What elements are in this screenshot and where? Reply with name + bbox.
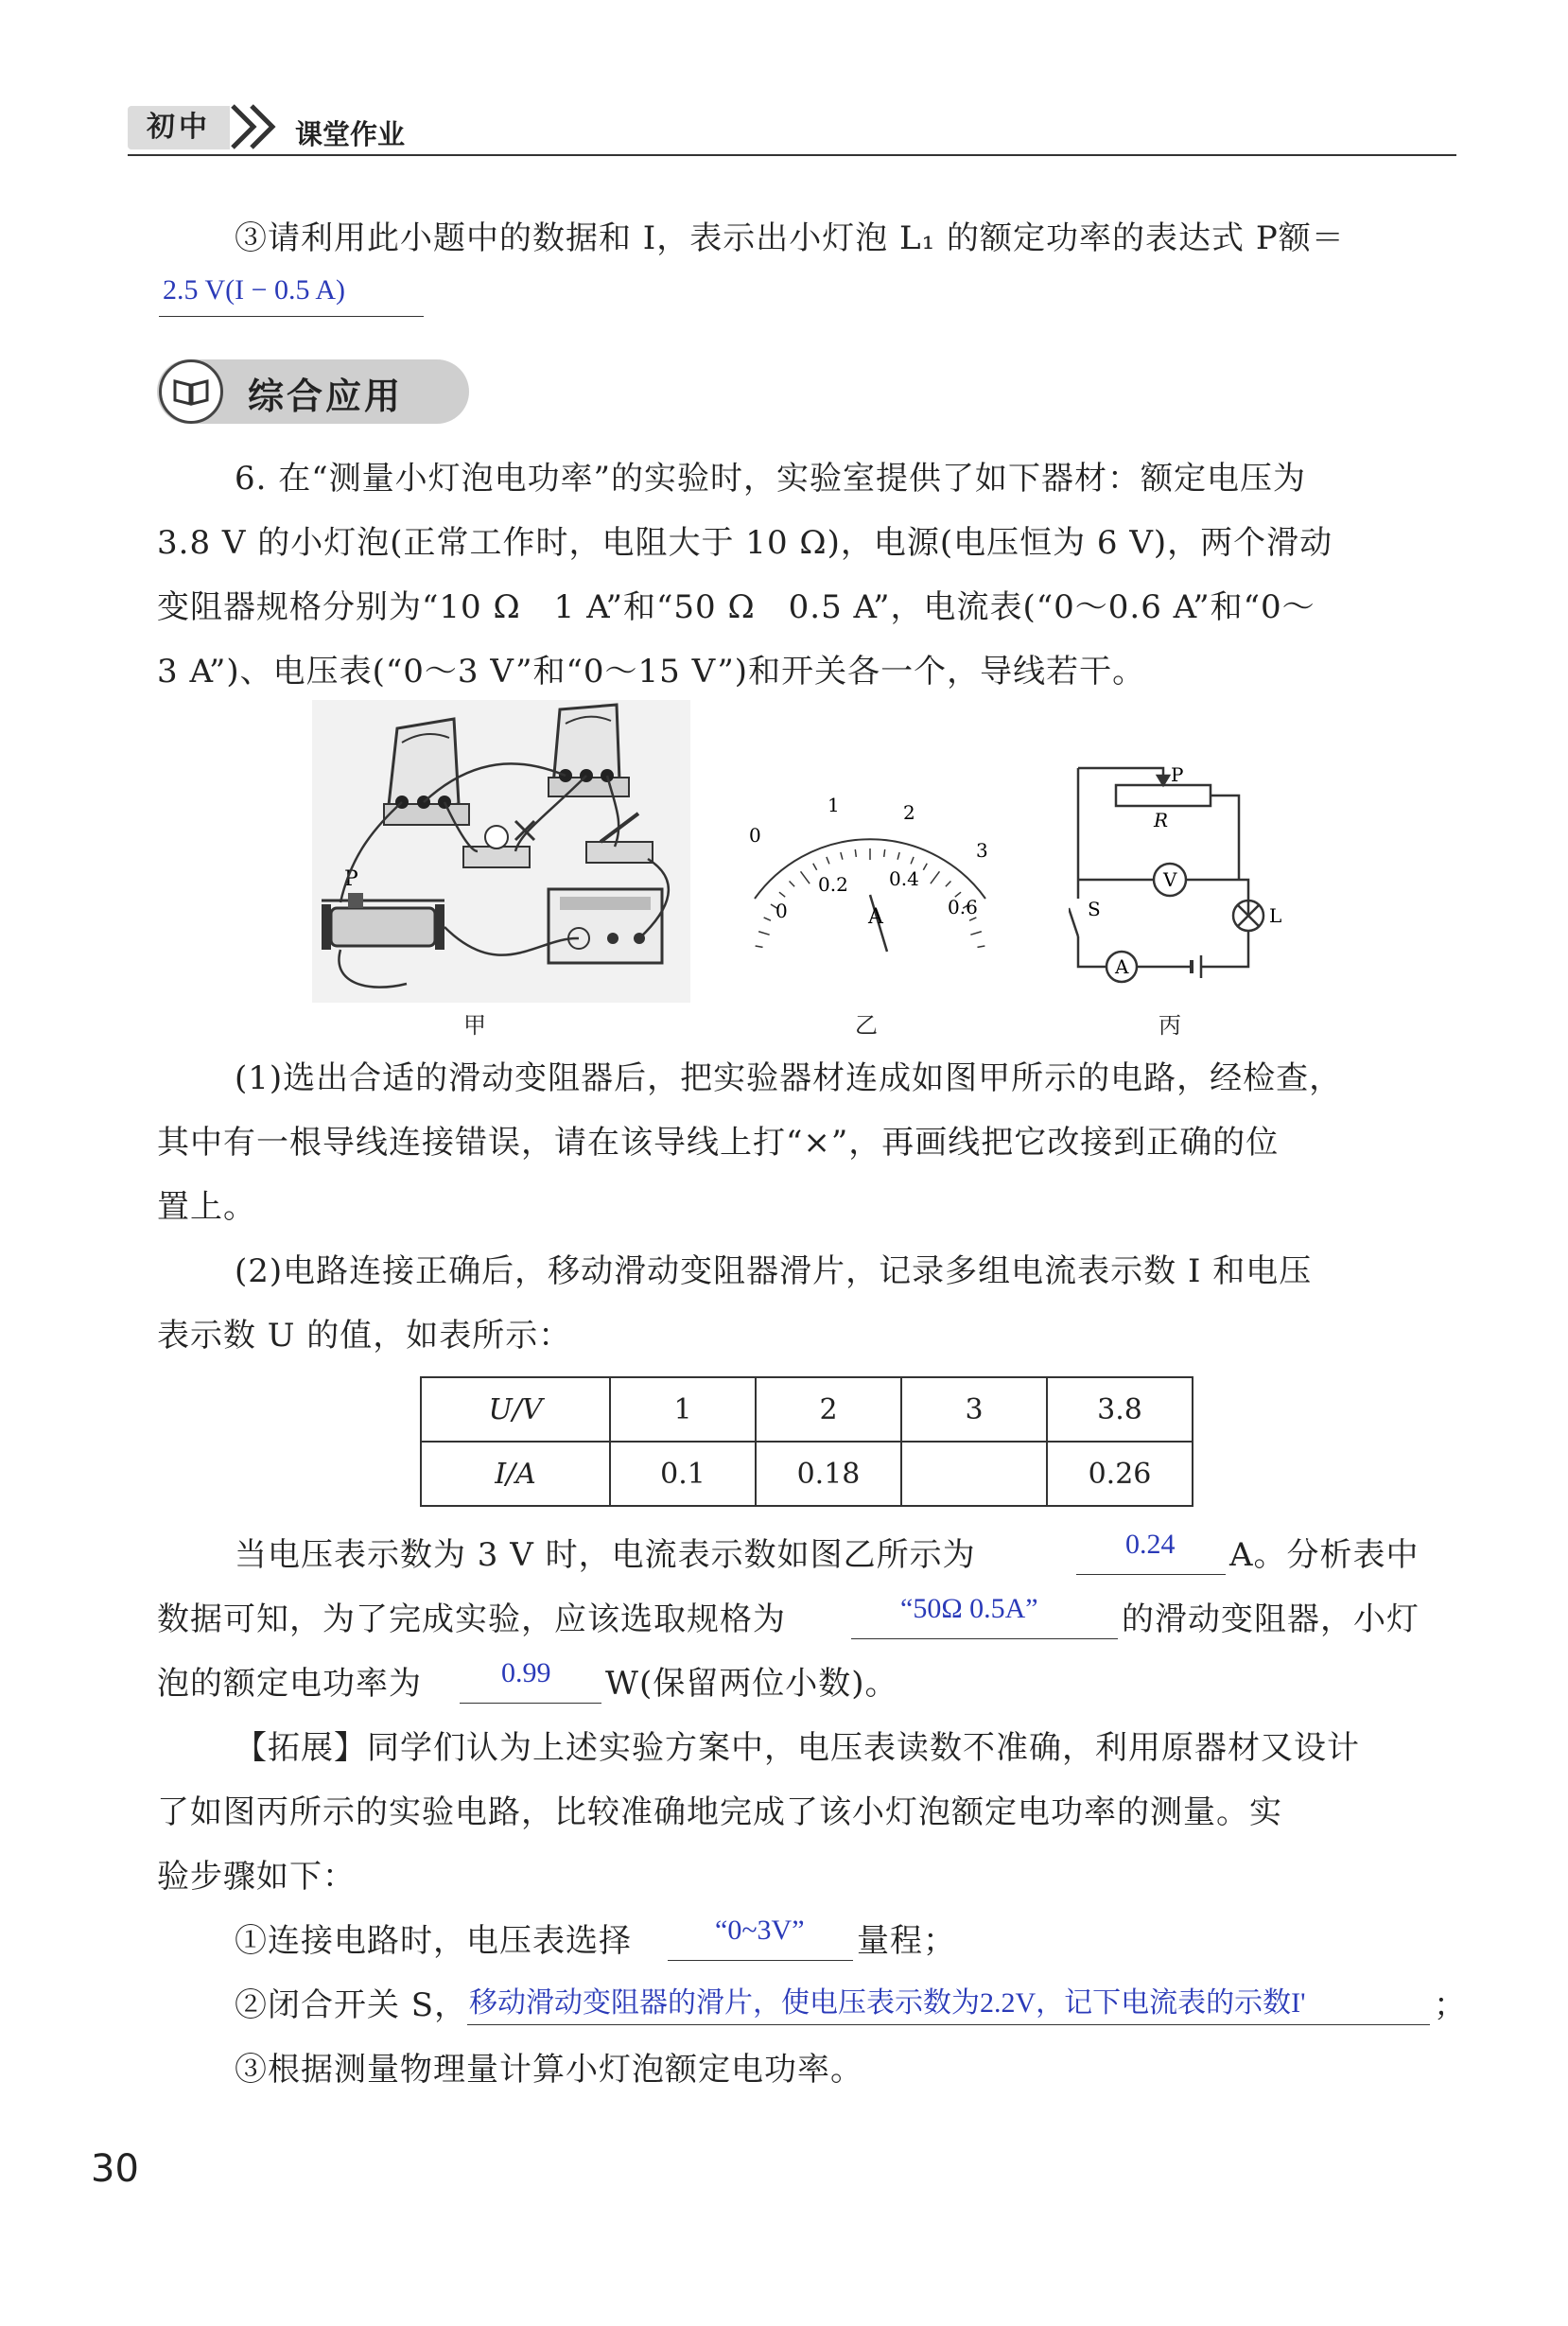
diagram-label: V xyxy=(1163,868,1177,891)
dial-tick xyxy=(779,892,785,897)
q5-part3-text: ③请利用此小题中的数据和 I，表示出小灯泡 L₁ 的额定功率的表达式 P额＝ xyxy=(235,219,1345,257)
analysis-text: A。分析表中 xyxy=(1229,1536,1420,1574)
bottom-scale-label: 0.2 xyxy=(818,873,848,896)
dial-tick xyxy=(931,871,940,883)
analysis-text: 的滑动变阻器，小灯 xyxy=(1122,1600,1420,1638)
power-supply-device xyxy=(549,889,662,963)
diagram-label: A xyxy=(1115,955,1129,978)
header-title: 课堂作业 xyxy=(295,118,406,150)
chevron-double-icon xyxy=(227,100,284,153)
answer-blank xyxy=(668,1960,853,1961)
answer-step2: 移动滑动变阻器的滑片，使电压表示数为2.2V，记下电流表的示数I' xyxy=(469,1987,1306,2019)
analysis-text: 泡的额定电功率为 xyxy=(157,1665,422,1703)
dial-tick xyxy=(970,932,981,935)
answer-voltmeter-range: “0~3V” xyxy=(715,1915,805,1946)
part1-line: (1)选出合适的滑动变阻器后，把实验器材连成如图甲所示的电路，经检查， xyxy=(235,1059,1343,1097)
step1-text: 量程； xyxy=(857,1922,956,1960)
dial-tick xyxy=(946,882,951,887)
top-scale-label: 1 xyxy=(828,794,840,816)
dial-tick xyxy=(977,946,984,947)
dial-tick xyxy=(764,918,771,920)
diagram-label: S xyxy=(1088,898,1101,920)
dial-tick xyxy=(841,852,843,860)
dial-tick xyxy=(801,871,810,883)
dial-tick xyxy=(790,882,795,887)
q6-line: 6. 在“测量小灯泡电功率”的实验时，实验室提供了如下器材：额定电压为 xyxy=(235,460,1307,498)
voltmeter-device xyxy=(549,705,629,796)
q5-part3-answer: 2.5 V(I − 0.5 A) xyxy=(163,274,346,306)
answer-blank xyxy=(467,2024,1430,2025)
figure-jia-circuit xyxy=(312,700,690,1003)
figure-yi-ammeter-dial xyxy=(738,785,1012,955)
top-scale-label: 0 xyxy=(749,824,761,847)
dial-tick xyxy=(813,864,817,870)
section-title: 综合应用 xyxy=(248,376,404,417)
step2-text: ； xyxy=(1434,1986,1467,2024)
answer-current: 0.24 xyxy=(1125,1529,1176,1560)
bottom-scale-label: 0.6 xyxy=(948,896,978,918)
dial-tick xyxy=(923,864,927,870)
analysis-text: 数据可知，为了完成实验，应该选取规格为 xyxy=(157,1600,786,1638)
table-cell: 3 xyxy=(901,1377,1047,1442)
page-number: 30 xyxy=(91,2147,139,2191)
table-cell: 3.8 xyxy=(1047,1377,1193,1442)
dial-tick xyxy=(855,849,856,857)
part2-line: 表示数 U 的值，如表所示： xyxy=(157,1317,572,1355)
step2-text: ②闭合开关 S， xyxy=(235,1986,468,2024)
header-divider xyxy=(128,154,1456,156)
part1-line: 置上。 xyxy=(157,1188,256,1226)
figure-bing-circuit-diagram xyxy=(1069,757,1305,984)
q6-line: 3.8 V 的小灯泡(正常工作时，电阻大于 10 Ω)，电源(电压恒为 6 V)，两个滑动 xyxy=(157,524,1333,562)
table-cell: 0.1 xyxy=(610,1442,756,1506)
table-cell: U/V xyxy=(421,1377,610,1442)
diagram-label: P xyxy=(1171,763,1184,786)
extend-line: 【拓展】同学们认为上述实验方案中，电压表读数不准确，利用原器材又设计 xyxy=(235,1729,1360,1767)
dial-unit: A xyxy=(868,905,883,929)
table-cell: 0.26 xyxy=(1047,1442,1193,1506)
analysis-text: 当电压表示数为 3 V 时，电流表示数如图乙所示为 xyxy=(235,1536,976,1574)
q6-line: 3 A”)、电压表(“0～3 V”和“0～15 V”)和开关各一个，导线若干。 xyxy=(157,653,1146,691)
bottom-scale-label: 0 xyxy=(775,900,788,922)
figure-bing-caption: 丙 xyxy=(1159,1012,1181,1039)
extend-line: 了如图丙所示的实验电路，比较准确地完成了该小灯泡额定电功率的测量。实 xyxy=(157,1793,1282,1831)
header-level-tag: 初中 xyxy=(128,106,230,149)
answer-rated-power: 0.99 xyxy=(501,1657,551,1688)
dial-tick xyxy=(884,849,885,857)
table-cell xyxy=(901,1442,1047,1506)
table-row xyxy=(421,1442,1193,1506)
table-cell: 1 xyxy=(610,1377,756,1442)
table-cell: I/A xyxy=(421,1442,610,1506)
diagram-label: R xyxy=(1154,809,1169,831)
slider-label: P xyxy=(344,867,358,891)
bottom-scale-label: 0.4 xyxy=(889,867,919,890)
top-scale-label: 3 xyxy=(976,839,988,862)
data-table xyxy=(420,1376,1193,1507)
table-cell: 0.18 xyxy=(756,1442,901,1506)
table-cell: 2 xyxy=(756,1377,901,1442)
dial-tick xyxy=(911,857,914,864)
step3-text: ③根据测量物理量计算小灯泡额定电功率。 xyxy=(235,2051,863,2089)
dial-tick xyxy=(897,852,899,860)
book-icon xyxy=(159,359,223,424)
dial-tick xyxy=(756,946,763,947)
figure-yi-caption: 乙 xyxy=(855,1012,878,1039)
top-scale-label: 2 xyxy=(903,801,915,824)
answer-blank xyxy=(851,1638,1118,1639)
dial-tick xyxy=(758,932,769,935)
answer-blank xyxy=(1076,1574,1226,1575)
q6-line: 变阻器规格分别为“10 Ω 1 A”和“50 Ω 0.5 A”，电流表(“0～0.6 A”和“0～ xyxy=(157,588,1315,626)
step1-text: ①连接电路时，电压表选择 xyxy=(235,1922,632,1960)
answer-blank xyxy=(159,316,424,317)
part2-line: (2)电路连接正确后，移动滑动变阻器滑片，记录多组电流表示数 I 和电压 xyxy=(235,1252,1313,1290)
answer-blank xyxy=(460,1703,601,1704)
analysis-text: W(保留两位小数)。 xyxy=(605,1665,898,1703)
dial-tick xyxy=(827,857,829,864)
part1-line: 其中有一根导线连接错误，请在该导线上打“×”，再画线把它改接到正确的位 xyxy=(157,1124,1280,1162)
answer-rheostat-spec: “50Ω 0.5A” xyxy=(900,1593,1038,1624)
extend-line: 验步骤如下： xyxy=(157,1858,356,1896)
diagram-label: L xyxy=(1269,904,1282,927)
figure-jia-caption: 甲 xyxy=(463,1012,486,1039)
table-row xyxy=(421,1377,1193,1442)
